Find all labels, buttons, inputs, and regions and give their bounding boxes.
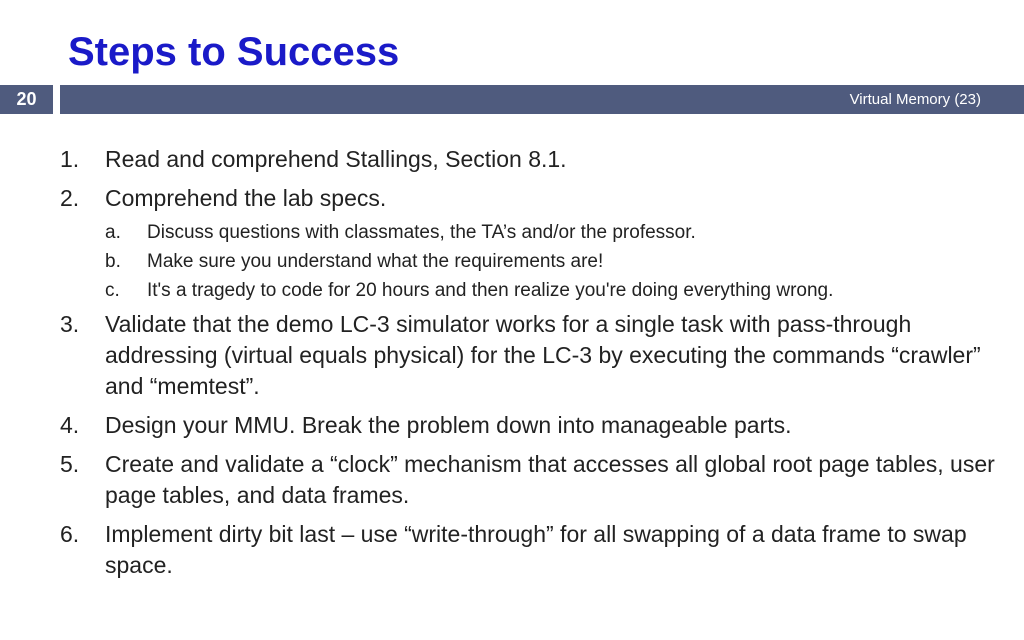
list-item [60, 183, 1010, 214]
list-item-number: 4. [60, 412, 80, 438]
list-item-number: 6. [60, 521, 80, 547]
list-item-number: 2. [60, 185, 80, 211]
sub-list-item [105, 218, 1010, 247]
page-title: Steps to Success [68, 30, 400, 74]
sub-list-item-letter: c. [105, 280, 120, 301]
sub-list-item-text: It's a tragedy to code for 20 hours and then realize you're doing everything wrong. [147, 280, 834, 301]
header-bar [60, 85, 1024, 114]
sub-list-item [105, 276, 1010, 305]
list-item-text: Read and comprehend Stallings, Section 8.1. [105, 146, 567, 172]
list-item-number: 5. [60, 451, 80, 477]
sub-list-item [105, 247, 1010, 276]
steps-list [60, 144, 1010, 589]
list-item-text: Create and validate a “clock” mechanism that accesses all global root page tables, user page tables, and data frames. [105, 451, 995, 508]
deck-label: Virtual Memory (23) [849, 91, 981, 108]
list-item [60, 309, 1010, 402]
sub-list [105, 218, 1010, 305]
list-item [60, 519, 1010, 581]
list-item-text: Design your MMU. Break the problem down into manageable parts. [105, 412, 792, 438]
list-item [60, 410, 1010, 441]
sub-list-item-text: Make sure you understand what the requirements are! [147, 251, 604, 272]
sub-list-item-text: Discuss questions with classmates, the TA’s and/or the professor. [147, 222, 696, 243]
list-item [60, 449, 1010, 511]
list-item-text: Implement dirty bit last – use “write-through” for all swapping of a data frame to swap space. [105, 521, 967, 578]
list-item-text: Comprehend the lab specs. [105, 185, 387, 211]
slide-number-badge: 20 [0, 85, 53, 114]
list-item-number: 3. [60, 311, 80, 337]
sub-list-item-letter: a. [105, 222, 121, 243]
list-item-number: 1. [60, 146, 80, 172]
list-item-text: Validate that the demo LC-3 simulator works for a single task with pass-through addressing (virtual equals physical) for the LC-3 by executing the commands “crawler” and “memtest”. [105, 311, 981, 399]
list-item [60, 144, 1010, 175]
sub-list-item-letter: b. [105, 251, 121, 272]
